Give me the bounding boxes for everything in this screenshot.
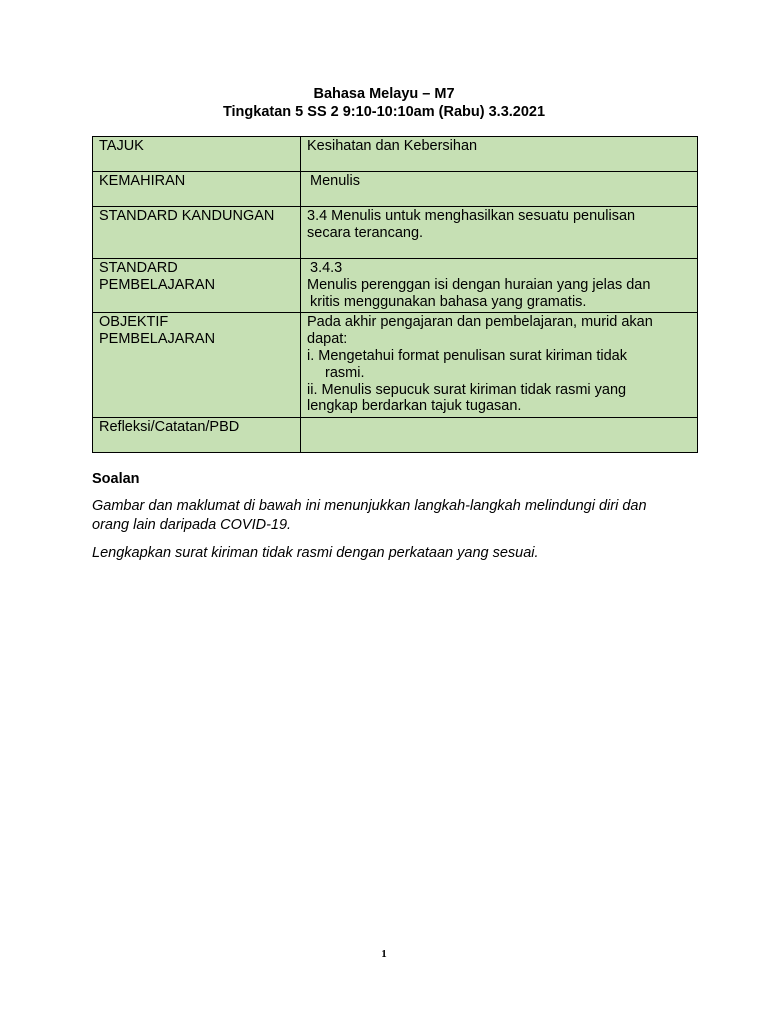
label-line: STANDARD	[99, 260, 178, 276]
value-line: lengkap berdarkan tajuk tugasan.	[307, 398, 522, 415]
row-label	[93, 207, 301, 259]
table-row-objektif-pembelajaran	[93, 313, 698, 418]
paragraph-line: Gambar dan maklumat di bawah ini menunjukkan langkah-langkah melindungi diri dan	[92, 498, 647, 514]
row-value	[301, 259, 698, 313]
table-row-refleksi	[93, 418, 698, 453]
row-value-empty	[301, 418, 698, 453]
value-line: Menulis perenggan isi dengan huraian yang jelas dan	[307, 276, 651, 293]
lesson-plan-table	[92, 136, 698, 453]
table-row-tajuk	[93, 137, 698, 172]
row-value	[301, 313, 698, 418]
document-title: Bahasa Melayu – M7	[313, 86, 455, 102]
value-line: 3.4.3	[310, 260, 343, 276]
value-line: Kesihatan dan Kebersihan	[307, 138, 478, 154]
value-line: 3.4 Menulis untuk menghasilkan sesuatu penulisan	[307, 208, 636, 224]
label-line: STANDARD KANDUNGAN	[99, 208, 275, 224]
table-row-kemahiran	[93, 172, 698, 207]
label-line: TAJUK	[99, 138, 144, 154]
row-label	[93, 313, 301, 418]
row-label	[93, 137, 301, 172]
soalan-paragraph-2: Lengkapkan surat kiriman tidak rasmi dengan perkataan yang sesuai.	[92, 545, 539, 561]
value-line: i. Mengetahui format penulisan surat kiriman tidak	[307, 347, 627, 364]
row-value	[301, 207, 698, 259]
label-line: OBJEKTIF	[99, 314, 169, 331]
value-line: secara terancang.	[307, 224, 424, 241]
value-line: rasmi.	[325, 364, 365, 381]
table-row-standard-kandungan	[93, 207, 698, 259]
document-subtitle: Tingkatan 5 SS 2 9:10-10:10am (Rabu) 3.3.2021	[222, 104, 546, 120]
value-line: kritis menggunakan bahasa yang gramatis.	[310, 293, 587, 310]
row-value	[301, 137, 698, 172]
value-line: dapat:	[307, 331, 348, 348]
row-value	[301, 172, 698, 207]
row-label	[93, 259, 301, 313]
document-header	[0, 85, 768, 121]
page-number: 1	[381, 948, 387, 960]
value-line: ii. Menulis sepucuk surat kiriman tidak rasmi yang	[307, 381, 627, 398]
paragraph-line: orang lain daripada COVID-19.	[92, 517, 292, 533]
label-line: KEMAHIRAN	[99, 173, 186, 189]
value-line: Menulis	[310, 173, 360, 189]
label-line: Refleksi/Catatan/PBD	[99, 419, 240, 436]
row-label	[93, 172, 301, 207]
soalan-heading: Soalan	[92, 471, 140, 487]
table-row-standard-pembelajaran	[93, 259, 698, 313]
label-line: PEMBELAJARAN	[99, 331, 216, 348]
label-line: PEMBELAJARAN	[99, 276, 216, 293]
value-line: Pada akhir pengajaran dan pembelajaran, murid akan	[307, 314, 653, 331]
soalan-paragraph-1	[92, 497, 692, 535]
row-label	[93, 418, 301, 453]
